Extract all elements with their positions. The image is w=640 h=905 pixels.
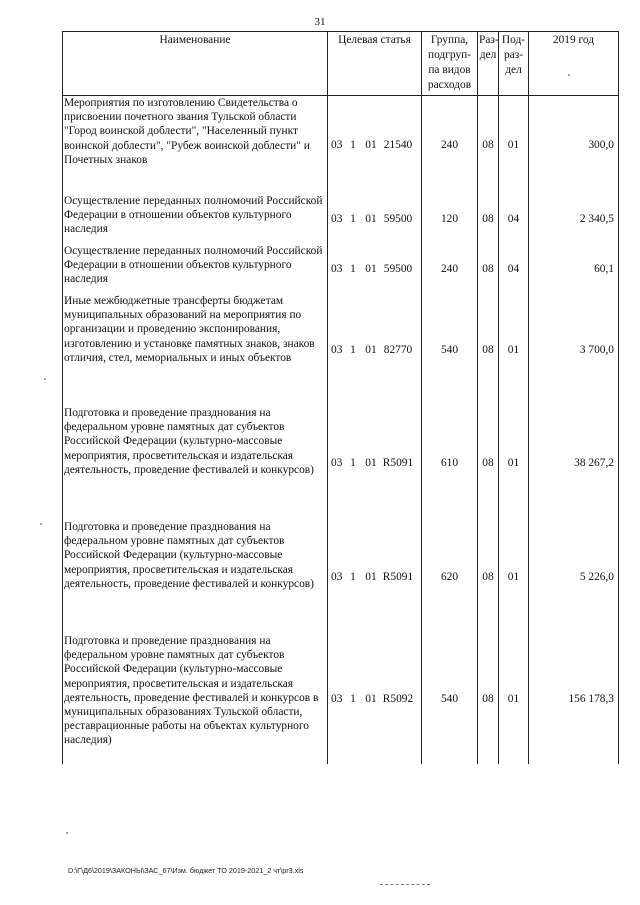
row-section: 08 — [478, 520, 499, 634]
header-name: Наименование — [63, 32, 328, 96]
target-subprogram: 1 — [350, 212, 356, 225]
row-name: Подготовка и проведение празднования на федеральном уровне памятных дат субъектов Российской Федерации (культурно-массовые мероприятия, просветительская и издательская деятельность, проведение фестивалей и конкурсов) — [63, 520, 328, 634]
header-section: Раз-дел — [478, 32, 499, 96]
row-section: 08 — [478, 194, 499, 244]
target-subprogram: 1 — [350, 456, 356, 469]
table-row — [63, 194, 619, 244]
row-subsection: 04 — [499, 194, 529, 244]
row-subsection: 01 — [499, 294, 529, 406]
row-amount: 300,0 — [529, 96, 619, 195]
target-subprogram: 1 — [350, 138, 356, 151]
target-direction: 59500 — [383, 212, 413, 225]
target-program: 03 — [331, 212, 343, 225]
row-group: 620 — [422, 520, 478, 634]
row-amount: 38 267,2 — [529, 406, 619, 520]
target-direction: R5091 — [382, 570, 414, 583]
row-name: Осуществление переданных полномочий Российской Федерации в отношении объектов культурного наследия — [63, 244, 328, 294]
target-program: 03 — [331, 343, 343, 356]
row-target — [328, 96, 422, 195]
row-section: 08 — [478, 96, 499, 195]
target-measure: 01 — [365, 138, 377, 151]
row-group: 240 — [422, 244, 478, 294]
target-program: 03 — [331, 262, 343, 275]
row-name: Осуществление переданных полномочий Российской Федерации в отношении объектов культурного наследия — [63, 194, 328, 244]
target-measure: 01 — [365, 212, 377, 225]
target-subprogram: 1 — [350, 570, 356, 583]
row-name: Мероприятия по изготовлению Свидетельства о присвоении почетного звания Тульской области "Город воинской доблести", "Населенный пункт воинской доблести", "Рубеж воинской доблести" и Почетных знаков — [63, 96, 328, 195]
scan-speck — [40, 523, 42, 525]
target-direction: R5092 — [382, 692, 414, 705]
table-row — [63, 294, 619, 406]
header-subsection: Под-раз-дел — [499, 32, 529, 96]
target-measure: 01 — [365, 343, 377, 356]
header-target: Целевая статья — [328, 32, 422, 96]
target-measure: 01 — [365, 570, 377, 583]
row-amount: 5 226,0 — [529, 520, 619, 634]
row-group: 540 — [422, 634, 478, 764]
row-target — [328, 520, 422, 634]
row-target — [328, 244, 422, 294]
row-group: 540 — [422, 294, 478, 406]
row-name: Иные межбюджетные трансферты бюджетам муниципальных образований на мероприятия по организации и проведению экспонирования, изготовлению и установке памятных знаков, знаков отличия, стел, мемориальных и иных объектов — [63, 294, 328, 406]
row-section: 08 — [478, 406, 499, 520]
target-measure: 01 — [365, 692, 377, 705]
target-program: 03 — [331, 692, 343, 705]
row-target — [328, 406, 422, 520]
target-program: 03 — [331, 570, 343, 583]
target-measure: 01 — [365, 456, 377, 469]
page-number: 31 — [314, 16, 326, 28]
row-name: Подготовка и проведение празднования на федеральном уровне памятных дат субъектов Российской Федерации (культурно-массовые мероприятия, просветительская и издательская деятельность, проведение фестивалей и конкурсов в муниципальных образованиях Тульской области, реставрационные работы на объектах культурного наследия) — [63, 634, 328, 764]
row-group: 610 — [422, 406, 478, 520]
budget-table — [62, 31, 619, 764]
row-target — [328, 294, 422, 406]
target-program: 03 — [331, 456, 343, 469]
row-target — [328, 194, 422, 244]
row-amount: 156 178,3 — [529, 634, 619, 764]
scan-speck — [568, 74, 570, 76]
table-row — [63, 96, 619, 195]
table-row — [63, 634, 619, 764]
row-subsection: 01 — [499, 520, 529, 634]
target-subprogram: 1 — [350, 262, 356, 275]
target-measure: 01 — [365, 262, 377, 275]
row-section: 08 — [478, 294, 499, 406]
header-group: Группа, подгруп-па видов расходов — [422, 32, 478, 96]
target-program: 03 — [331, 138, 343, 151]
target-direction: 59500 — [383, 262, 413, 275]
table-row — [63, 520, 619, 634]
scan-speck — [66, 832, 68, 834]
header-year: 2019 год — [529, 32, 619, 96]
scan-artifact-line — [380, 884, 430, 885]
scan-speck — [44, 378, 46, 380]
row-section: 08 — [478, 244, 499, 294]
table-header-row — [63, 32, 619, 96]
target-direction: 21540 — [383, 138, 413, 151]
table-row — [63, 406, 619, 520]
table-row — [63, 244, 619, 294]
row-amount: 3 700,0 — [529, 294, 619, 406]
row-subsection: 01 — [499, 406, 529, 520]
target-direction: R5091 — [382, 456, 414, 469]
row-target — [328, 634, 422, 764]
row-subsection: 04 — [499, 244, 529, 294]
row-group: 240 — [422, 96, 478, 195]
row-subsection: 01 — [499, 634, 529, 764]
target-direction: 82770 — [383, 343, 413, 356]
target-subprogram: 1 — [350, 692, 356, 705]
row-subsection: 01 — [499, 96, 529, 195]
row-amount: 2 340,5 — [529, 194, 619, 244]
row-name: Подготовка и проведение празднования на федеральном уровне памятных дат субъектов Российской Федерации (культурно-массовые мероприятия, просветительская и издательская деятельность, проведение фестивалей и конкурсов) — [63, 406, 328, 520]
target-subprogram: 1 — [350, 343, 356, 356]
row-amount: 60,1 — [529, 244, 619, 294]
row-section: 08 — [478, 634, 499, 764]
row-group: 120 — [422, 194, 478, 244]
file-path-footer: D:\Г\Д6\2019\ЗАКОНЫ\ЗАС_67\Изм. бюджет ТО 2019-2021_2 чт\pr3.xls — [68, 866, 304, 875]
